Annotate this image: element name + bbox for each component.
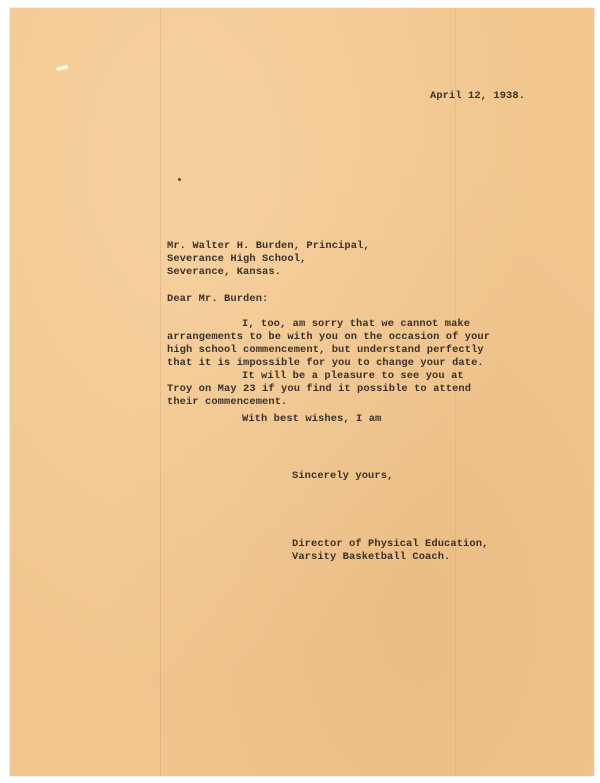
body-line: Troy on May 23 if you find it possible to attend: [167, 383, 472, 395]
body-line: With best wishes, I am: [242, 413, 382, 425]
body-line: It will be a pleasure to see you at: [242, 370, 464, 382]
signature-title: Director of Physical Education,: [292, 538, 489, 550]
body-line: high school commencement, but understand perfectly: [167, 344, 484, 356]
body-line: I, too, am sorry that we cannot make: [242, 318, 471, 330]
recipient-line: Mr. Walter H. Burden, Principal,: [167, 240, 370, 252]
recipient-line: Severance High School,: [167, 253, 307, 265]
closing: Sincerely yours,: [292, 470, 394, 482]
body-line: their commencement.: [167, 396, 288, 408]
body-line: arrangements to be with you on the occasion of your: [167, 331, 491, 343]
signature-title: Varsity Basketball Coach.: [292, 551, 451, 563]
paper-crease: [160, 8, 161, 776]
paper-blemish: [56, 65, 69, 72]
letter-page: [10, 8, 594, 776]
paper-blemish: [178, 178, 181, 181]
salutation: Dear Mr. Burden:: [167, 293, 269, 305]
recipient-line: Severance, Kansas.: [167, 266, 282, 278]
letter-date: April 12, 1938.: [430, 90, 526, 102]
body-line: that it is impossible for you to change your date.: [167, 357, 484, 369]
